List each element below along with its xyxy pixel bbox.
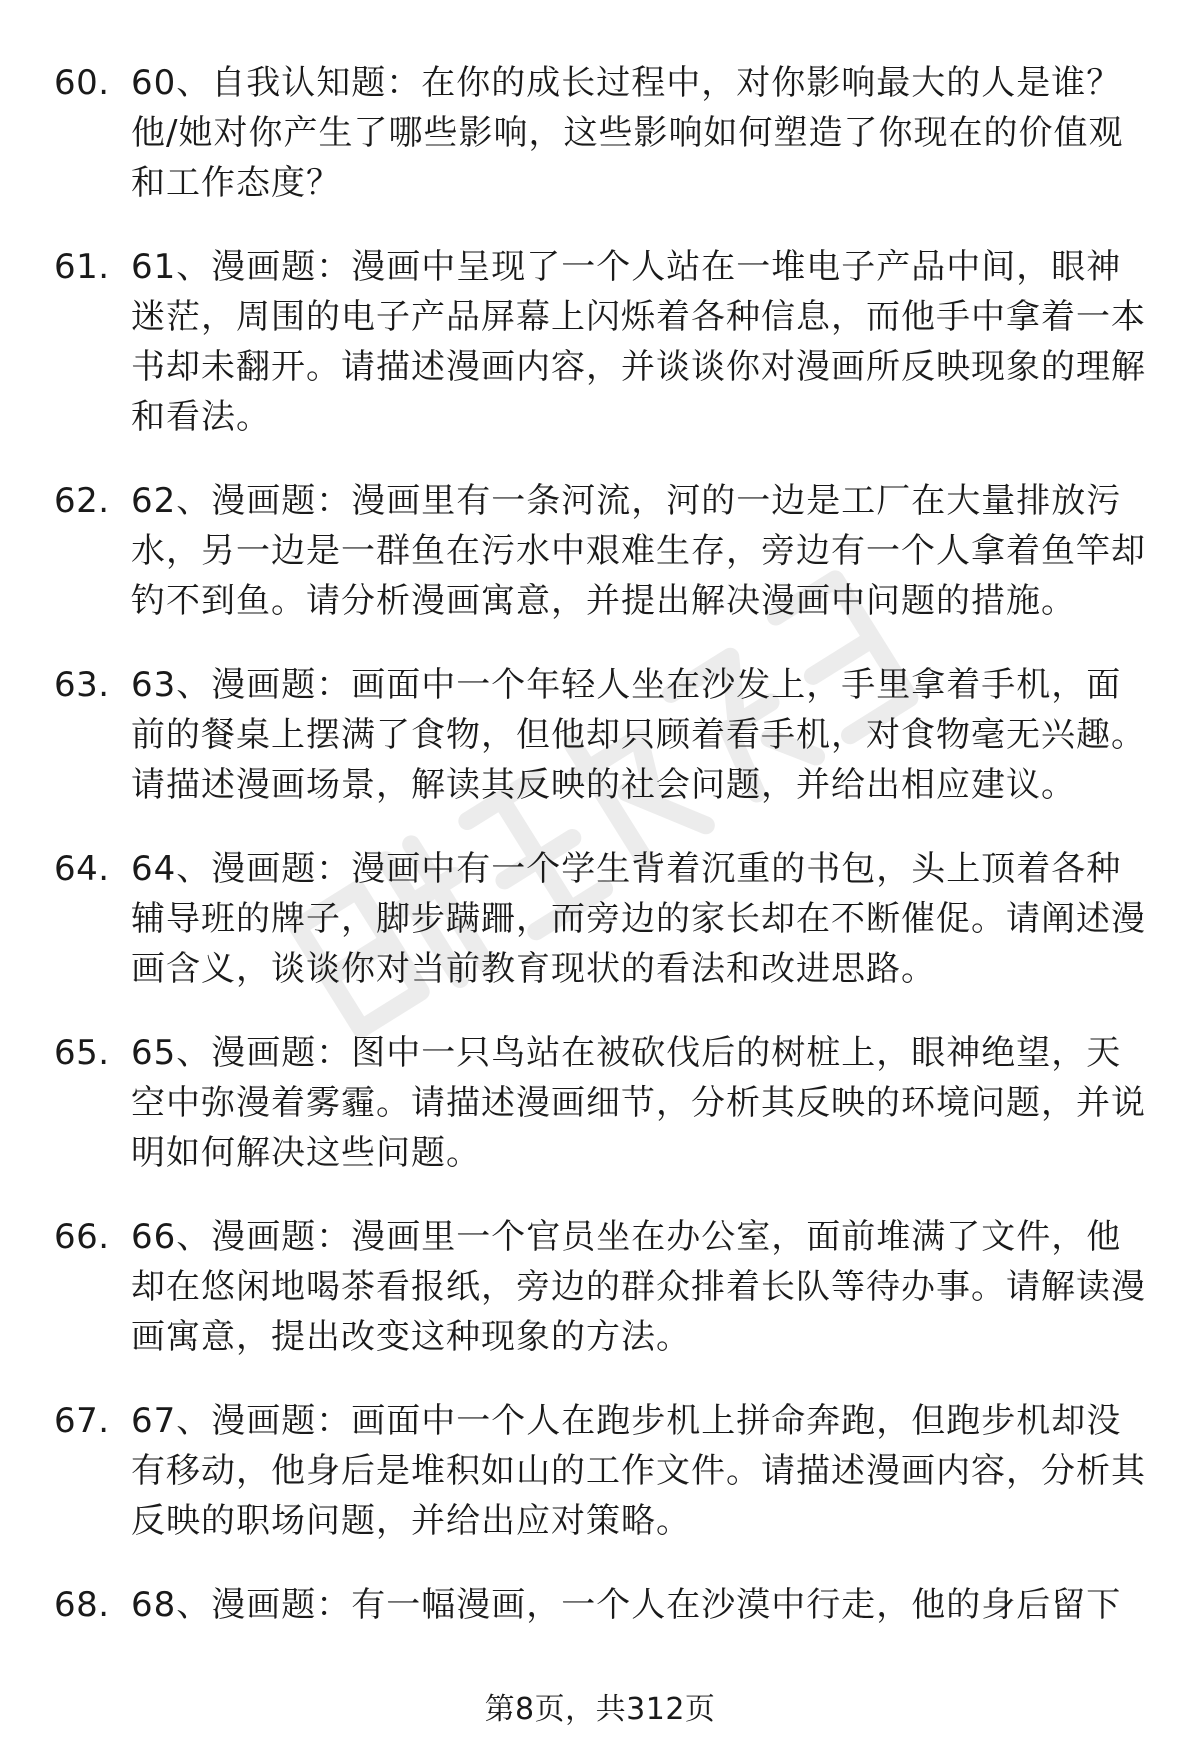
question-number: 61. xyxy=(54,247,110,287)
question-item xyxy=(0,242,1149,442)
question-item xyxy=(0,1396,1149,1546)
question-text: 60、自我认知题：在你的成长过程中，对你影响最大的人是谁？他/她对你产生了哪些影响，这些影响如何塑造了你现在的价值观和工作态度？ xyxy=(131,63,1124,203)
question-item xyxy=(0,1028,1149,1178)
question-text: 65、漫画题：图中一只鸟站在被砍伐后的树桩上，眼神绝望，天空中弥漫着雾霾。请描述漫画细节，分析其反映的环境问题，并说明如何解决这些问题。 xyxy=(131,1033,1146,1173)
question-item xyxy=(0,844,1149,994)
question-number: 62. xyxy=(54,481,110,521)
question-text: 64、漫画题：漫画中有一个学生背着沉重的书包，头上顶着各种辅导班的牌子，脚步蹒跚，而旁边的家长却在不断催促。请阐述漫画含义，谈谈你对当前教育现状的看法和改进思路。 xyxy=(131,849,1146,989)
question-number: 63. xyxy=(54,665,110,705)
question-item xyxy=(0,476,1149,626)
question-list xyxy=(0,58,1200,1664)
question-text: 66、漫画题：漫画里一个官员坐在办公室，面前堆满了文件，他却在悠闲地喝茶看报纸，旁边的群众排着长队等待办事。请解读漫画寓意，提出改变这种现象的方法。 xyxy=(131,1217,1146,1357)
question-item xyxy=(0,1580,1149,1630)
question-number: 66. xyxy=(54,1217,110,1257)
question-text: 61、漫画题：漫画中呈现了一个人站在一堆电子产品中间，眼神迷茫，周围的电子产品屏幕上闪烁着各种信息，而他手中拿着一本书却未翻开。请描述漫画内容，并谈谈你对漫画所反映现象的理解和看法。 xyxy=(131,247,1146,437)
question-text: 68、漫画题：有一幅漫画，一个人在沙漠中行走，他的身后留下 xyxy=(131,1585,1122,1625)
question-text: 62、漫画题：漫画里有一条河流，河的一边是工厂在大量排放污水，另一边是一群鱼在污水中艰难生存，旁边有一个人拿着鱼竿却钓不到鱼。请分析漫画寓意，并提出解决漫画中问题的措施。 xyxy=(131,481,1146,621)
question-number: 68. xyxy=(54,1585,110,1625)
question-item xyxy=(0,58,1149,208)
question-item xyxy=(0,1212,1149,1362)
question-number: 60. xyxy=(54,63,110,103)
question-item xyxy=(0,660,1149,810)
question-text: 67、漫画题：画面中一个人在跑步机上拼命奔跑，但跑步机却没有移动，他身后是堆积如山的工作文件。请描述漫画内容，分析其反映的职场问题，并给出应对策略。 xyxy=(131,1401,1146,1541)
question-number: 64. xyxy=(54,849,110,889)
question-text: 63、漫画题：画面中一个年轻人坐在沙发上，手里拿着手机，面前的餐桌上摆满了食物，但他却只顾着看手机，对食物毫无兴趣。请描述漫画场景，解读其反映的社会问题，并给出相应建议。 xyxy=(131,665,1146,805)
question-number: 67. xyxy=(54,1401,110,1441)
question-number: 65. xyxy=(54,1033,110,1073)
page-footer: 第8页，共312页 xyxy=(484,1692,716,1727)
